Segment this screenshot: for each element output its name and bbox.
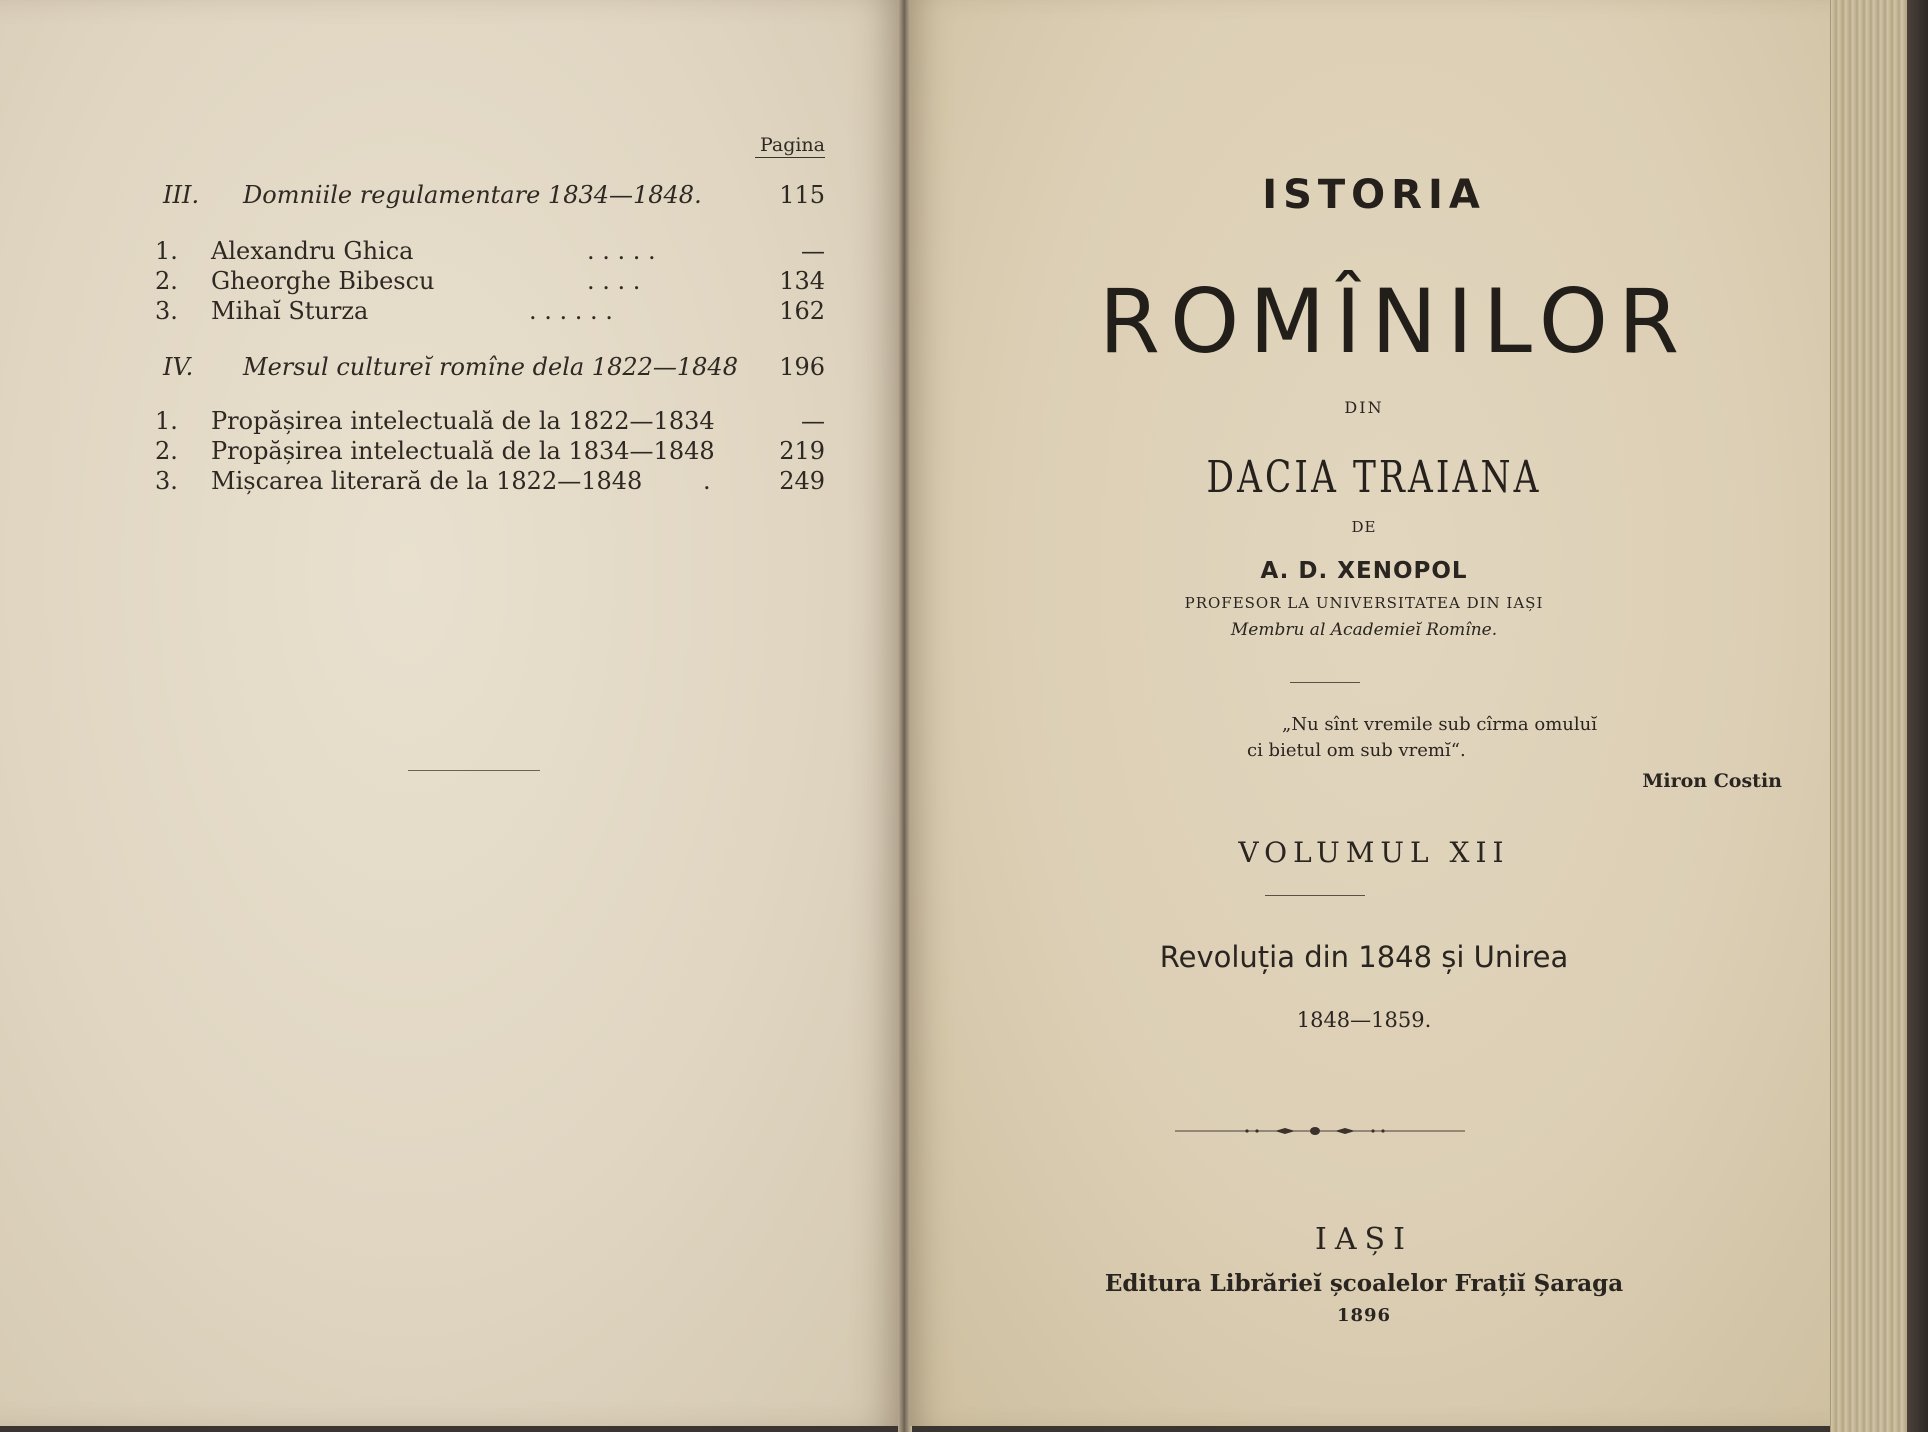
ornament-divider: [1175, 1124, 1465, 1138]
title-page: [910, 0, 1858, 1426]
toc-entry: [155, 436, 825, 466]
toc-entry-title: Propășirea intelectuală de la 1822—1834: [211, 407, 715, 435]
toc-entry-page: 196: [779, 353, 825, 381]
toc-entry-leader-dots: . . . . . .: [529, 297, 613, 325]
left-page: [0, 0, 903, 1426]
page-column-header: Pagina: [755, 134, 825, 158]
divider-rule: [1265, 895, 1365, 896]
toc-entry-page: 249: [779, 467, 825, 495]
title-de: DE: [1351, 518, 1377, 536]
toc-entry-page: 134: [779, 267, 825, 295]
toc-entry-title: Propășirea intelectuală de la 1834—1848: [211, 437, 715, 465]
title-line-1: ISTORIA: [1262, 172, 1486, 218]
end-rule: [408, 770, 540, 771]
toc-entry: [155, 296, 825, 326]
toc-entry-leader-dots: . . . . .: [587, 237, 656, 265]
volume-years: 1848—1859.: [1296, 1008, 1432, 1032]
publisher: Editura Librărieĭ școalelor Frațiĭ Șaraga: [1104, 1270, 1624, 1297]
toc-entry: [155, 352, 825, 382]
title-din: DIN: [1344, 398, 1384, 417]
toc-entry-title: Alexandru Ghica: [211, 237, 414, 265]
toc-entry-number: 1.: [155, 237, 178, 265]
toc-entry-number: III.: [163, 181, 200, 209]
publication-city: IAȘI: [1315, 1222, 1413, 1257]
book-cover-edge: [1907, 0, 1928, 1432]
author-name: A. D. XENOPOL: [1260, 558, 1468, 584]
divider-rule: [1290, 682, 1360, 683]
toc-entry: [155, 466, 825, 496]
author-membership: Membru al Academieĭ Romîne.: [1230, 620, 1498, 640]
toc-entry-title: Mișcarea literară de la 1822—1848: [211, 467, 643, 495]
toc-entry-page: 115: [779, 181, 825, 209]
toc-entry-title: Gheorghe Bibescu: [211, 267, 435, 295]
toc-entry-leader-dots: .: [703, 467, 711, 495]
toc-entry: [155, 236, 825, 266]
toc-entry: [155, 266, 825, 296]
toc-entry-number: 3.: [155, 297, 178, 325]
toc-entry-page: 162: [779, 297, 825, 325]
page-block-edges: [1830, 0, 1928, 1432]
title-line-2: ROMÎNILOR: [1098, 270, 1690, 373]
volume-subtitle: Revoluția din 1848 și Unirea: [1159, 940, 1569, 974]
epigraph-line-2: ci bietul om sub vremĭ“.: [1247, 740, 1466, 761]
volume-label: VOLUMUL XII: [1238, 836, 1510, 869]
toc-entry: [155, 180, 825, 210]
epigraph-author: Miron Costin: [1642, 770, 1782, 792]
toc-entry-title: Mersul cultureĭ romîne dela 1822—1848: [243, 353, 738, 381]
toc-entry-number: IV.: [163, 353, 194, 381]
publication-year: 1896: [1336, 1305, 1392, 1326]
toc-entry-page: —: [801, 237, 825, 265]
toc-entry: [155, 406, 825, 436]
toc-entry-leader-dots: . . . .: [587, 267, 641, 295]
toc-entry-number: 3.: [155, 467, 178, 495]
toc-entry-number: 1.: [155, 407, 178, 435]
author-title: PROFESOR LA UNIVERSITATEA DIN IAȘI: [1184, 594, 1544, 612]
toc-entry-page: —: [801, 407, 825, 435]
toc-entry-title: Mihaĭ Sturza: [211, 297, 369, 325]
toc-entry-number: 2.: [155, 437, 178, 465]
toc-entry-title: Domniile regulamentare 1834—1848.: [243, 181, 702, 209]
toc-entry-number: 2.: [155, 267, 178, 295]
epigraph-line-1: „Nu sînt vremile sub cîrma omuluĭ: [1282, 714, 1597, 735]
toc-entry-page: 219: [779, 437, 825, 465]
title-line-3: DACIA TRAIANA: [1206, 452, 1542, 503]
